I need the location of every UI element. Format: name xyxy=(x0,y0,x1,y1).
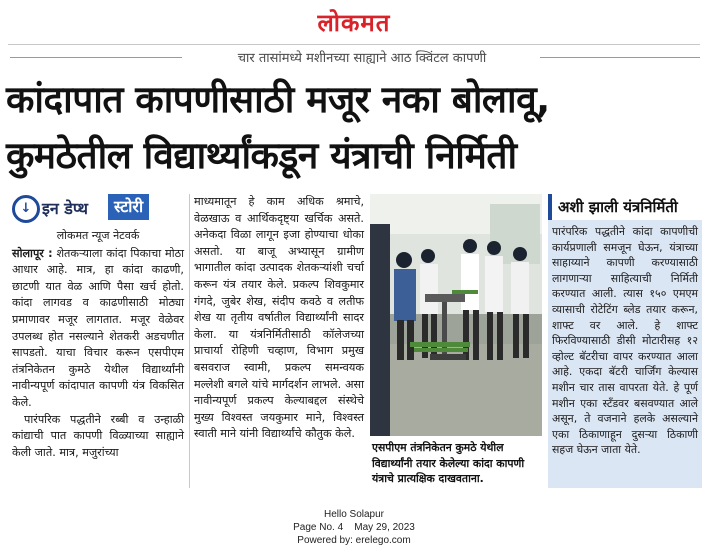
photo-caption: एसपीएम तंत्रनिकेतन कुमठे येथील विद्यार्थ्यांनी तयार केलेल्या कांदा कापणी यंत्राचे प्रात्यक्षिक दाखवताना. xyxy=(372,441,525,485)
article-paragraph-1 xyxy=(12,246,184,412)
footer-page-date: Page No. 4 May 29, 2023 xyxy=(293,522,415,533)
sidebar-box xyxy=(548,194,702,488)
article-column-2 xyxy=(194,194,364,443)
sidebar-body: पारंपरिक पद्धतीने कांदा कापणीची कार्यप्रणाली समजून घेऊन, यंत्राच्या साहाय्याने कापणी करण्यासाठी लागणाऱ्या साहित्याची निर्मिती करण्यात आली. त्यास १५० एमएम व्यासाची रोटेटिंग ब्लेड तयार करून, शाफ्ट वर आले. हे शाफ्ट फिरविण्यासाठी डीसी मोटारीसह १२ व्होल्ट बॅटरीचा वापर करण्यात आला आहे. एकदा बॅटरी चार्जिंग केल्यास मशीन चार तास वापरता येते. हे पूर्ण मशीन एका स्टॅंडवर बसवण्यात आले असून, ते वजनाने हलके असल्याने एका ठिकाणाहून दुसऱ्या ठिकाणी सहज घेऊन जाता येते. xyxy=(552,225,698,457)
arrow-down-icon: ↓ xyxy=(12,195,40,223)
byline: लोकमत न्यूज नेटवर्क xyxy=(56,229,140,242)
sidebar-title: अशी झाली यंत्रनिर्मिती xyxy=(548,194,702,220)
headline-line-2: कुमठेतील विद्यार्थ्यांकडून यंत्राची निर्मिती xyxy=(6,134,517,177)
in-depth-story-badge xyxy=(12,194,156,222)
footer-edition: Hello Solapur xyxy=(323,509,385,520)
paragraph-1-text: शेतकऱ्याला कांदा पिकाचा मोठा आधार आहे. मात्र, हा कांदा काढणी, छाटणी यात वेळ आणि पैसा खर्च होतो. कांदा लागवड व काढणीसाठी मोठ्या प्रमाणावर मजूर लागतात. मजूर वेळेवर उपलब्ध होत नसल्याने शेतकरी अडचणीत सापडतो. याचा विचार करून एसपीएम तंत्रनिकेतन कुमठे येथील विद्यार्थ्यांनी नावीन्यपूर्ण कांदापात कापणी यंत्र विकसित केले. xyxy=(12,246,184,409)
badge-label-in-depth: इन डेप्थ xyxy=(42,199,89,218)
article-column-1 xyxy=(12,228,184,461)
footer-powered-by: Powered by: erelego.com xyxy=(297,535,411,546)
page-footer xyxy=(0,508,708,547)
kicker-strap: चार तासांमध्ये मशीनच्या साह्याने आठ क्विंटल कापणी xyxy=(237,51,487,66)
column-2-text: माध्यमातून हे काम अधिक श्रमाचे, वेळखाऊ व आर्थिकदृष्ट्या खर्चिक असते. अनेकदा विळा लागून इजा होण्याचा धोका असतो. या बाजू अभ्यासून ग्रामीण भागातील कांदा उत्पादक शेतकऱ्यांशी चर्चा करून यंत्र तयार केले. प्रकल्प शिवकुमार गंगदे, जुबेर शेख, संदीप कवठे व लतीफ शेख या तृतीय वर्षातील विद्यार्थ्यांनी सादर केला. या यंत्रनिर्मितीसाठी कॉलेजच्या प्राचार्या रोहिणी चव्हाण, विभाग प्रमुख बसवराज स्वामी, प्रकल्प समन्वयक मल्लेशी बगले यांचे मार्गदर्शन लाभले. असा नावीन्यपूर्ण प्रकल्प केल्याबद्दल संस्थेचे मुख्य विश्वस्त जयकुमार माने, विश्वस्त स्वाती माने यांनी विद्यार्थ्यांचे कौतुक केले. xyxy=(194,195,364,441)
kicker-rule-right xyxy=(540,57,700,58)
headline-line-1: कांदापात कापणीसाठी मजूर नका बोलावू, xyxy=(6,78,550,121)
masthead xyxy=(0,0,708,40)
news-photo xyxy=(370,194,542,436)
dateline: सोलापूर : xyxy=(12,246,53,260)
badge-label-story: स्टोरी xyxy=(108,194,149,220)
article-paragraph-2: पारंपरिक पद्धतीने रब्बी व उन्हाळी कांद्याची पात कापणी विळ्याच्या साह्याने केली जाते. मात्र, मजुरांच्या xyxy=(12,412,184,459)
students-demonstration-photo xyxy=(370,194,542,436)
masthead-divider xyxy=(8,44,700,45)
column-divider-1 xyxy=(189,194,190,488)
kicker-rule-left xyxy=(10,57,182,58)
newspaper-logo: लोकमत xyxy=(317,8,391,37)
